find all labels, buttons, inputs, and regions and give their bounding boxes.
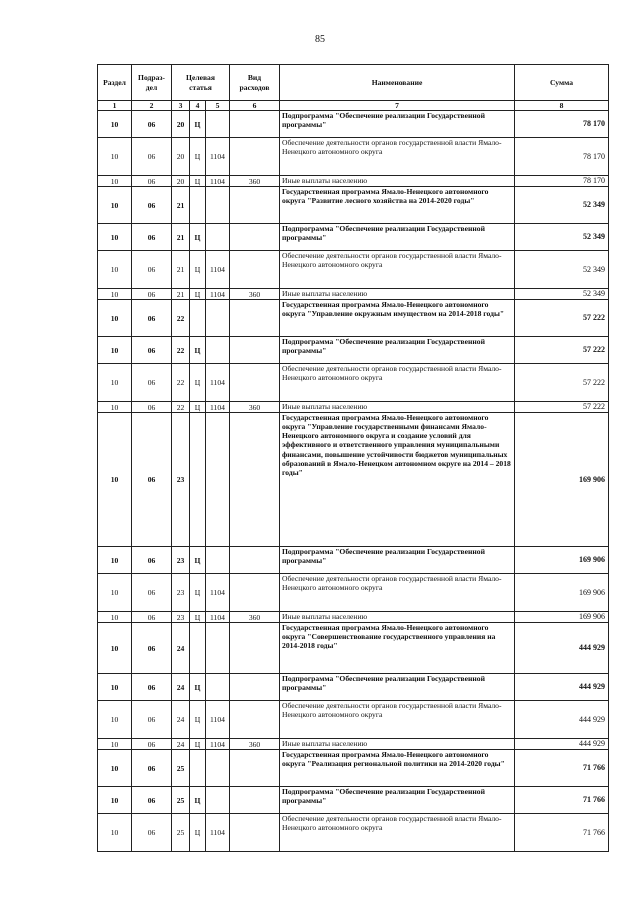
- subprogram-code-cell: Ц: [190, 701, 206, 739]
- subprogram-code-cell: Ц: [190, 787, 206, 814]
- program-code-cell: 23: [172, 547, 190, 574]
- sum-cell: 52 349: [515, 289, 609, 300]
- header-razdel: Раздел: [98, 65, 132, 101]
- podrazdel-cell: 06: [132, 623, 172, 674]
- column-numbers-row: [98, 101, 609, 111]
- razdel-cell: 10: [98, 224, 132, 251]
- name-cell: Обеспечение деятельности органов государственной власти Ямало-Ненецкого автономного округа: [280, 138, 515, 176]
- podrazdel-cell: 06: [132, 289, 172, 300]
- name-cell: Подпрограмма "Обеспечение реализации Государственной программы": [280, 547, 515, 574]
- sum-cell: 169 906: [515, 413, 609, 547]
- program-code-cell: 23: [172, 612, 190, 623]
- subprogram-code-cell: [190, 750, 206, 787]
- program-code-cell: 24: [172, 739, 190, 750]
- podrazdel-cell: 06: [132, 224, 172, 251]
- program-code-cell: 21: [172, 224, 190, 251]
- vid-rashodov-cell: [230, 413, 280, 547]
- razdel-cell: 10: [98, 364, 132, 402]
- name-cell: Подпрограмма "Обеспечение реализации Государственной программы": [280, 787, 515, 814]
- sum-cell: 169 906: [515, 547, 609, 574]
- column-number: 1: [98, 101, 132, 111]
- table-row: [98, 402, 609, 413]
- program-code-cell: 21: [172, 251, 190, 289]
- name-cell: Государственная программа Ямало-Ненецкого автономного округа "Управление государственными финансами Ямало-Ненецкого автономного округа и создание условий для эффективного и ответственного управления муниципальными финансами, повышение устойчивости бюджетов муниципальных образований в Ямало-Ненецком автономном округе на 2014 – 2018 годы": [280, 413, 515, 547]
- program-code-cell: 25: [172, 787, 190, 814]
- program-code-cell: 22: [172, 402, 190, 413]
- razdel-cell: 10: [98, 300, 132, 337]
- direction-code-cell: 1104: [206, 251, 230, 289]
- podrazdel-cell: 06: [132, 300, 172, 337]
- column-number: 6: [230, 101, 280, 111]
- razdel-cell: 10: [98, 547, 132, 574]
- sum-cell: 52 349: [515, 224, 609, 251]
- podrazdel-cell: 06: [132, 750, 172, 787]
- direction-code-cell: 1104: [206, 364, 230, 402]
- podrazdel-cell: 06: [132, 612, 172, 623]
- vid-rashodov-cell: [230, 814, 280, 852]
- podrazdel-cell: 06: [132, 701, 172, 739]
- sum-cell: 78 170: [515, 138, 609, 176]
- table-row: [98, 814, 609, 852]
- name-cell: Подпрограмма "Обеспечение реализации Государственной программы": [280, 674, 515, 701]
- table-row: [98, 224, 609, 251]
- table-row: [98, 337, 609, 364]
- razdel-cell: 10: [98, 701, 132, 739]
- subprogram-code-cell: Ц: [190, 289, 206, 300]
- table-row: [98, 623, 609, 674]
- sum-cell: 444 929: [515, 739, 609, 750]
- vid-rashodov-cell: [230, 111, 280, 138]
- subprogram-code-cell: Ц: [190, 814, 206, 852]
- razdel-cell: 10: [98, 413, 132, 547]
- podrazdel-cell: 06: [132, 674, 172, 701]
- program-code-cell: 22: [172, 364, 190, 402]
- table-row: [98, 739, 609, 750]
- program-code-cell: 23: [172, 413, 190, 547]
- vid-rashodov-cell: 360: [230, 289, 280, 300]
- direction-code-cell: [206, 674, 230, 701]
- name-cell: Иные выплаты населению: [280, 402, 515, 413]
- podrazdel-cell: 06: [132, 176, 172, 187]
- podrazdel-cell: 06: [132, 547, 172, 574]
- direction-code-cell: 1104: [206, 574, 230, 612]
- program-code-cell: 22: [172, 337, 190, 364]
- table-row: [98, 750, 609, 787]
- razdel-cell: 10: [98, 187, 132, 224]
- subprogram-code-cell: Ц: [190, 574, 206, 612]
- column-number: 5: [206, 101, 230, 111]
- name-cell: Иные выплаты населению: [280, 739, 515, 750]
- table-row: [98, 187, 609, 224]
- direction-code-cell: [206, 547, 230, 574]
- name-cell: Государственная программа Ямало-Ненецкого автономного округа "Реализация региональной политики на 2014-2020 годы": [280, 750, 515, 787]
- vid-rashodov-cell: [230, 787, 280, 814]
- name-cell: Подпрограмма "Обеспечение реализации Государственной программы": [280, 224, 515, 251]
- razdel-cell: 10: [98, 612, 132, 623]
- header-celevaya-statya: Целевая статья: [172, 65, 230, 101]
- table-row: [98, 176, 609, 187]
- name-cell: Иные выплаты населению: [280, 289, 515, 300]
- subprogram-code-cell: [190, 413, 206, 547]
- column-number: 4: [190, 101, 206, 111]
- table-row: [98, 674, 609, 701]
- header-podrazdel: Подраз-дел: [132, 65, 172, 101]
- vid-rashodov-cell: 360: [230, 402, 280, 413]
- program-code-cell: 20: [172, 111, 190, 138]
- razdel-cell: 10: [98, 750, 132, 787]
- vid-rashodov-cell: [230, 364, 280, 402]
- sum-cell: 169 906: [515, 612, 609, 623]
- direction-code-cell: [206, 750, 230, 787]
- direction-code-cell: [206, 300, 230, 337]
- subprogram-code-cell: Ц: [190, 364, 206, 402]
- name-cell: Государственная программа Ямало-Ненецкого автономного округа "Управление окружным имуществом на 2014-2018 годы": [280, 300, 515, 337]
- column-number: 3: [172, 101, 190, 111]
- vid-rashodov-cell: [230, 750, 280, 787]
- subprogram-code-cell: Ц: [190, 224, 206, 251]
- name-cell: Обеспечение деятельности органов государственной власти Ямало-Ненецкого автономного округа: [280, 814, 515, 852]
- vid-rashodov-cell: [230, 547, 280, 574]
- table-row: [98, 574, 609, 612]
- subprogram-code-cell: Ц: [190, 402, 206, 413]
- direction-code-cell: 1104: [206, 814, 230, 852]
- program-code-cell: 23: [172, 574, 190, 612]
- razdel-cell: 10: [98, 674, 132, 701]
- direction-code-cell: [206, 413, 230, 547]
- direction-code-cell: [206, 787, 230, 814]
- subprogram-code-cell: [190, 300, 206, 337]
- vid-rashodov-cell: [230, 224, 280, 251]
- vid-rashodov-cell: [230, 337, 280, 364]
- subprogram-code-cell: [190, 623, 206, 674]
- sum-cell: 169 906: [515, 574, 609, 612]
- program-code-cell: 21: [172, 187, 190, 224]
- razdel-cell: 10: [98, 111, 132, 138]
- table-row: [98, 138, 609, 176]
- direction-code-cell: 1104: [206, 402, 230, 413]
- column-number: 8: [515, 101, 609, 111]
- sum-cell: 444 929: [515, 674, 609, 701]
- vid-rashodov-cell: [230, 574, 280, 612]
- subprogram-code-cell: Ц: [190, 337, 206, 364]
- razdel-cell: 10: [98, 402, 132, 413]
- name-cell: Обеспечение деятельности органов государственной власти Ямало-Ненецкого автономного округа: [280, 701, 515, 739]
- table-row: [98, 547, 609, 574]
- direction-code-cell: 1104: [206, 612, 230, 623]
- sum-cell: 78 170: [515, 176, 609, 187]
- podrazdel-cell: 06: [132, 814, 172, 852]
- sum-cell: 57 222: [515, 300, 609, 337]
- subprogram-code-cell: Ц: [190, 547, 206, 574]
- direction-code-cell: 1104: [206, 176, 230, 187]
- podrazdel-cell: 06: [132, 111, 172, 138]
- vid-rashodov-cell: [230, 187, 280, 224]
- direction-code-cell: [206, 111, 230, 138]
- table-row: [98, 701, 609, 739]
- podrazdel-cell: 06: [132, 739, 172, 750]
- direction-code-cell: [206, 623, 230, 674]
- program-code-cell: 20: [172, 176, 190, 187]
- sum-cell: 444 929: [515, 701, 609, 739]
- subprogram-code-cell: Ц: [190, 251, 206, 289]
- name-cell: Подпрограмма "Обеспечение реализации Государственной программы": [280, 337, 515, 364]
- budget-table: [97, 64, 609, 852]
- table-row: [98, 289, 609, 300]
- razdel-cell: 10: [98, 337, 132, 364]
- sum-cell: 71 766: [515, 787, 609, 814]
- name-cell: Подпрограмма "Обеспечение реализации Государственной программы": [280, 111, 515, 138]
- column-number: 7: [280, 101, 515, 111]
- razdel-cell: 10: [98, 289, 132, 300]
- name-cell: Обеспечение деятельности органов государственной власти Ямало-Ненецкого автономного округа: [280, 364, 515, 402]
- program-code-cell: 21: [172, 289, 190, 300]
- podrazdel-cell: 06: [132, 402, 172, 413]
- podrazdel-cell: 06: [132, 574, 172, 612]
- podrazdel-cell: 06: [132, 337, 172, 364]
- razdel-cell: 10: [98, 787, 132, 814]
- razdel-cell: 10: [98, 251, 132, 289]
- table-row: [98, 787, 609, 814]
- sum-cell: 57 222: [515, 402, 609, 413]
- direction-code-cell: 1104: [206, 289, 230, 300]
- razdel-cell: 10: [98, 574, 132, 612]
- program-code-cell: 24: [172, 701, 190, 739]
- program-code-cell: 25: [172, 814, 190, 852]
- razdel-cell: 10: [98, 739, 132, 750]
- direction-code-cell: 1104: [206, 138, 230, 176]
- name-cell: Иные выплаты населению: [280, 612, 515, 623]
- program-code-cell: 24: [172, 674, 190, 701]
- sum-cell: 444 929: [515, 623, 609, 674]
- sum-cell: 78 170: [515, 111, 609, 138]
- podrazdel-cell: 06: [132, 364, 172, 402]
- vid-rashodov-cell: [230, 674, 280, 701]
- page-number: 85: [315, 34, 325, 45]
- podrazdel-cell: 06: [132, 187, 172, 224]
- name-cell: Государственная программа Ямало-Ненецкого автономного округа "Развитие лесного хозяйства на 2014-2020 годы": [280, 187, 515, 224]
- name-cell: Обеспечение деятельности органов государственной власти Ямало-Ненецкого автономного округа: [280, 251, 515, 289]
- table-row: [98, 251, 609, 289]
- direction-code-cell: 1104: [206, 701, 230, 739]
- vid-rashodov-cell: [230, 623, 280, 674]
- subprogram-code-cell: Ц: [190, 612, 206, 623]
- header-vid-rashodov: Вид расходов: [230, 65, 280, 101]
- table-row: [98, 300, 609, 337]
- vid-rashodov-cell: [230, 701, 280, 739]
- subprogram-code-cell: Ц: [190, 739, 206, 750]
- podrazdel-cell: 06: [132, 251, 172, 289]
- vid-rashodov-cell: 360: [230, 176, 280, 187]
- program-code-cell: 20: [172, 138, 190, 176]
- vid-rashodov-cell: 360: [230, 612, 280, 623]
- subprogram-code-cell: [190, 187, 206, 224]
- program-code-cell: 24: [172, 623, 190, 674]
- direction-code-cell: [206, 187, 230, 224]
- name-cell: Обеспечение деятельности органов государственной власти Ямало-Ненецкого автономного округа: [280, 574, 515, 612]
- name-cell: Государственная программа Ямало-Ненецкого автономного округа "Совершенствование государственного управления на 2014-2018 годы": [280, 623, 515, 674]
- vid-rashodov-cell: 360: [230, 739, 280, 750]
- direction-code-cell: [206, 337, 230, 364]
- subprogram-code-cell: Ц: [190, 111, 206, 138]
- razdel-cell: 10: [98, 814, 132, 852]
- table-row: [98, 111, 609, 138]
- sum-cell: 57 222: [515, 364, 609, 402]
- name-cell: Иные выплаты населению: [280, 176, 515, 187]
- podrazdel-cell: 06: [132, 787, 172, 814]
- sum-cell: 71 766: [515, 750, 609, 787]
- vid-rashodov-cell: [230, 300, 280, 337]
- subprogram-code-cell: Ц: [190, 674, 206, 701]
- vid-rashodov-cell: [230, 251, 280, 289]
- table-row: [98, 364, 609, 402]
- razdel-cell: 10: [98, 138, 132, 176]
- direction-code-cell: [206, 224, 230, 251]
- column-number: 2: [132, 101, 172, 111]
- sum-cell: 52 349: [515, 251, 609, 289]
- subprogram-code-cell: Ц: [190, 176, 206, 187]
- program-code-cell: 22: [172, 300, 190, 337]
- program-code-cell: 25: [172, 750, 190, 787]
- vid-rashodov-cell: [230, 138, 280, 176]
- podrazdel-cell: 06: [132, 138, 172, 176]
- subprogram-code-cell: Ц: [190, 138, 206, 176]
- table-row: [98, 612, 609, 623]
- direction-code-cell: 1104: [206, 739, 230, 750]
- header-summa: Сумма: [515, 65, 609, 101]
- razdel-cell: 10: [98, 176, 132, 187]
- header-naimenovanie: Наименование: [280, 65, 515, 101]
- podrazdel-cell: 06: [132, 413, 172, 547]
- razdel-cell: 10: [98, 623, 132, 674]
- sum-cell: 52 349: [515, 187, 609, 224]
- table-row: [98, 413, 609, 547]
- sum-cell: 57 222: [515, 337, 609, 364]
- sum-cell: 71 766: [515, 814, 609, 852]
